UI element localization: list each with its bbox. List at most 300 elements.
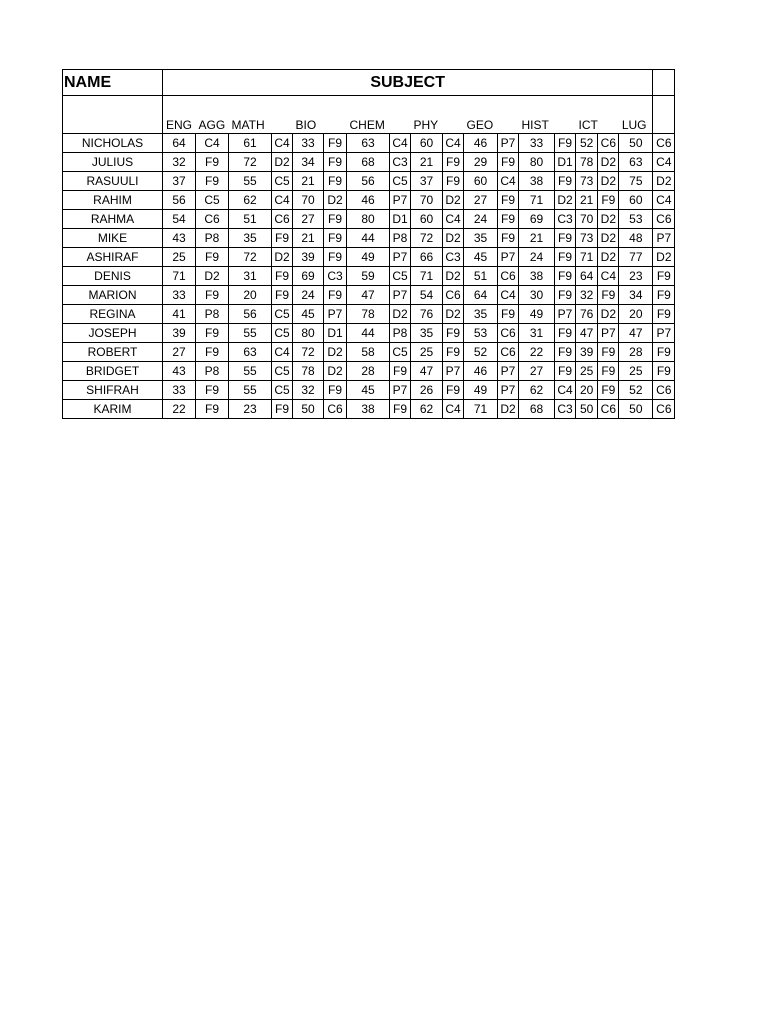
score-cell: 25 (411, 343, 443, 362)
score-cell: 24 (293, 286, 324, 305)
score-cell: 24 (464, 210, 498, 229)
score-cell: 32 (576, 286, 598, 305)
column-header-hist: HIST (519, 96, 555, 134)
score-cell: 49 (347, 248, 390, 267)
grade-cell: C5 (390, 267, 411, 286)
table-row (63, 324, 675, 343)
score-cell: 75 (619, 172, 653, 191)
table-row (63, 400, 675, 419)
score-cell: 53 (619, 210, 653, 229)
score-cell: 25 (163, 248, 196, 267)
score-cell: 46 (347, 191, 390, 210)
score-cell: 45 (347, 381, 390, 400)
grade-cell: F9 (324, 153, 347, 172)
grade-cell: F9 (390, 362, 411, 381)
score-cell: 21 (293, 229, 324, 248)
grade-cell: C6 (653, 134, 675, 153)
grade-cell: C5 (272, 381, 293, 400)
grade-cell: C4 (653, 153, 675, 172)
grade-cell: F9 (324, 229, 347, 248)
column-header-lug: LUG (619, 96, 653, 134)
score-cell: 60 (464, 172, 498, 191)
score-cell: 50 (576, 400, 598, 419)
score-cell: 51 (229, 210, 272, 229)
grade-cell: C4 (598, 267, 619, 286)
score-cell: 31 (229, 267, 272, 286)
grade-cell: D2 (324, 191, 347, 210)
grade-cell: C6 (272, 210, 293, 229)
score-cell: 35 (464, 229, 498, 248)
score-cell: 55 (229, 362, 272, 381)
score-cell: 69 (293, 267, 324, 286)
column-header-grade (272, 96, 293, 134)
grade-cell: D2 (272, 153, 293, 172)
grade-cell: C5 (272, 324, 293, 343)
grade-cell: P7 (390, 286, 411, 305)
grade-cell: F9 (555, 286, 576, 305)
student-name: RAHMA (63, 210, 163, 229)
column-header-grade (653, 96, 675, 134)
grade-cell: D2 (443, 229, 464, 248)
score-cell: 62 (229, 191, 272, 210)
score-cell: 56 (229, 305, 272, 324)
score-cell: 64 (576, 267, 598, 286)
grade-cell: P8 (196, 229, 229, 248)
grade-cell: P7 (498, 134, 519, 153)
grade-cell: P8 (390, 324, 411, 343)
score-cell: 20 (619, 305, 653, 324)
grade-cell: C4 (390, 134, 411, 153)
score-cell: 53 (464, 324, 498, 343)
grade-cell: C6 (196, 210, 229, 229)
score-cell: 80 (293, 324, 324, 343)
grade-cell: F9 (555, 362, 576, 381)
score-cell: 25 (576, 362, 598, 381)
grade-cell: F9 (653, 362, 675, 381)
grade-cell: D2 (324, 362, 347, 381)
student-name: SHIFRAH (63, 381, 163, 400)
grade-cell: C6 (498, 267, 519, 286)
score-cell: 23 (619, 267, 653, 286)
grade-cell: F9 (272, 267, 293, 286)
score-cell: 50 (619, 134, 653, 153)
table-row (63, 172, 675, 191)
score-cell: 55 (229, 324, 272, 343)
score-cell: 80 (347, 210, 390, 229)
score-cell: 56 (347, 172, 390, 191)
score-cell: 23 (229, 400, 272, 419)
score-cell: 38 (519, 267, 555, 286)
grade-cell: F9 (443, 172, 464, 191)
grade-cell: C4 (196, 134, 229, 153)
score-cell: 47 (576, 324, 598, 343)
score-cell: 21 (293, 172, 324, 191)
score-cell: 43 (163, 229, 196, 248)
score-cell: 78 (347, 305, 390, 324)
score-cell: 64 (464, 286, 498, 305)
subject-header: SUBJECT (163, 70, 653, 96)
table-row (63, 134, 675, 153)
column-header-math: MATH (229, 96, 272, 134)
score-cell: 48 (619, 229, 653, 248)
score-cell: 78 (576, 153, 598, 172)
grade-cell: C3 (555, 400, 576, 419)
score-cell: 69 (519, 210, 555, 229)
grade-cell: P8 (196, 305, 229, 324)
score-cell: 50 (619, 400, 653, 419)
name-header: NAME (63, 70, 163, 96)
results-table (62, 69, 675, 419)
grade-cell: P7 (598, 324, 619, 343)
grade-cell: F9 (196, 286, 229, 305)
grade-cell: D1 (324, 324, 347, 343)
grade-cell: C5 (272, 172, 293, 191)
grade-cell: F9 (653, 267, 675, 286)
grade-cell: F9 (555, 324, 576, 343)
grade-cell: P7 (324, 305, 347, 324)
score-cell: 58 (347, 343, 390, 362)
header-blank-cell (653, 70, 675, 96)
grade-cell: F9 (653, 343, 675, 362)
grade-cell: D2 (598, 153, 619, 172)
grade-cell: D2 (598, 172, 619, 191)
grade-cell: F9 (555, 172, 576, 191)
grade-cell: F9 (598, 343, 619, 362)
grade-cell: C5 (272, 305, 293, 324)
score-cell: 55 (229, 172, 272, 191)
score-cell: 68 (347, 153, 390, 172)
score-cell: 76 (576, 305, 598, 324)
grade-cell: F9 (555, 267, 576, 286)
grade-cell: D2 (598, 210, 619, 229)
grade-cell: F9 (555, 229, 576, 248)
table-row (63, 191, 675, 210)
grade-cell: C4 (443, 134, 464, 153)
score-cell: 33 (293, 134, 324, 153)
grade-cell: C6 (653, 210, 675, 229)
score-cell: 52 (619, 381, 653, 400)
column-header-grade (498, 96, 519, 134)
score-cell: 72 (411, 229, 443, 248)
grade-cell: C4 (653, 191, 675, 210)
grade-cell: P7 (653, 229, 675, 248)
grade-cell: D1 (390, 210, 411, 229)
score-cell: 46 (464, 362, 498, 381)
name-subheader-blank (63, 96, 163, 134)
score-cell: 52 (576, 134, 598, 153)
grade-cell: F9 (598, 191, 619, 210)
grade-cell: C4 (443, 400, 464, 419)
grade-cell: F9 (196, 343, 229, 362)
score-cell: 49 (519, 305, 555, 324)
score-cell: 68 (519, 400, 555, 419)
score-cell: 66 (411, 248, 443, 267)
score-cell: 20 (229, 286, 272, 305)
score-cell: 26 (411, 381, 443, 400)
grade-cell: F9 (196, 172, 229, 191)
score-cell: 47 (411, 362, 443, 381)
grade-cell: D2 (653, 248, 675, 267)
score-cell: 33 (163, 381, 196, 400)
score-cell: 70 (293, 191, 324, 210)
student-name: RASUULI (63, 172, 163, 191)
table-row (63, 210, 675, 229)
grade-cell: F9 (324, 210, 347, 229)
student-name: NICHOLAS (63, 134, 163, 153)
table-row (63, 305, 675, 324)
score-cell: 21 (411, 153, 443, 172)
grade-cell: C6 (598, 134, 619, 153)
score-cell: 64 (163, 134, 196, 153)
score-cell: 63 (619, 153, 653, 172)
grade-cell: C6 (598, 400, 619, 419)
column-header-chem: CHEM (347, 96, 390, 134)
grade-cell: C5 (390, 343, 411, 362)
grade-cell: C3 (443, 248, 464, 267)
grade-cell: C3 (324, 267, 347, 286)
grade-cell: C4 (272, 191, 293, 210)
grade-cell: C6 (443, 286, 464, 305)
score-cell: 77 (619, 248, 653, 267)
score-cell: 72 (229, 153, 272, 172)
grade-cell: F9 (498, 210, 519, 229)
score-cell: 55 (229, 381, 272, 400)
score-cell: 62 (519, 381, 555, 400)
score-cell: 60 (619, 191, 653, 210)
score-cell: 73 (576, 172, 598, 191)
score-cell: 54 (163, 210, 196, 229)
score-cell: 20 (576, 381, 598, 400)
score-cell: 37 (411, 172, 443, 191)
score-cell: 30 (519, 286, 555, 305)
student-name: ASHIRAF (63, 248, 163, 267)
table-row (63, 229, 675, 248)
score-cell: 71 (411, 267, 443, 286)
grade-cell: F9 (498, 153, 519, 172)
grade-cell: D2 (598, 229, 619, 248)
score-cell: 43 (163, 362, 196, 381)
score-cell: 39 (293, 248, 324, 267)
score-cell: 44 (347, 324, 390, 343)
table-row (63, 153, 675, 172)
grade-cell: F9 (324, 381, 347, 400)
score-cell: 28 (347, 362, 390, 381)
score-cell: 21 (519, 229, 555, 248)
grade-cell: P7 (443, 362, 464, 381)
score-cell: 52 (464, 343, 498, 362)
score-cell: 60 (411, 210, 443, 229)
score-cell: 47 (619, 324, 653, 343)
grade-cell: C3 (555, 210, 576, 229)
grade-cell: F9 (196, 400, 229, 419)
grade-cell: D1 (555, 153, 576, 172)
student-name: JOSEPH (63, 324, 163, 343)
score-cell: 47 (347, 286, 390, 305)
grade-cell: F9 (443, 343, 464, 362)
student-name: KARIM (63, 400, 163, 419)
grade-cell: D2 (324, 343, 347, 362)
grade-cell: D2 (272, 248, 293, 267)
grade-cell: C4 (498, 286, 519, 305)
grade-cell: D2 (598, 305, 619, 324)
grade-cell: C4 (443, 210, 464, 229)
student-name: MIKE (63, 229, 163, 248)
student-name: DENIS (63, 267, 163, 286)
grade-cell: F9 (272, 400, 293, 419)
grade-cell: F9 (555, 343, 576, 362)
table-row (63, 381, 675, 400)
grade-cell: D2 (443, 191, 464, 210)
grade-cell: P7 (653, 324, 675, 343)
grade-cell: F9 (324, 286, 347, 305)
grade-cell: C4 (272, 343, 293, 362)
student-name: JULIUS (63, 153, 163, 172)
score-cell: 35 (464, 305, 498, 324)
column-header-agg: AGG (196, 96, 229, 134)
score-cell: 71 (163, 267, 196, 286)
score-cell: 62 (411, 400, 443, 419)
student-name: BRIDGET (63, 362, 163, 381)
grade-cell: D2 (443, 305, 464, 324)
grade-cell: P7 (390, 381, 411, 400)
grade-cell: D2 (443, 267, 464, 286)
grade-cell: F9 (598, 381, 619, 400)
score-cell: 71 (576, 248, 598, 267)
score-cell: 34 (293, 153, 324, 172)
score-cell: 39 (576, 343, 598, 362)
column-header-ict: ICT (576, 96, 598, 134)
column-header-geo: GEO (464, 96, 498, 134)
grade-cell: P7 (498, 381, 519, 400)
score-cell: 72 (293, 343, 324, 362)
score-cell: 28 (619, 343, 653, 362)
grade-cell: F9 (498, 305, 519, 324)
score-cell: 54 (411, 286, 443, 305)
score-cell: 49 (464, 381, 498, 400)
score-cell: 56 (163, 191, 196, 210)
score-cell: 27 (464, 191, 498, 210)
student-name: REGINA (63, 305, 163, 324)
grade-cell: F9 (324, 134, 347, 153)
grade-cell: C6 (498, 343, 519, 362)
grade-cell: P7 (555, 305, 576, 324)
score-cell: 63 (229, 343, 272, 362)
grade-cell: C5 (272, 362, 293, 381)
score-cell: 50 (293, 400, 324, 419)
column-header-grade (555, 96, 576, 134)
grade-cell: C6 (324, 400, 347, 419)
score-cell: 34 (619, 286, 653, 305)
grade-cell: F9 (196, 153, 229, 172)
grade-cell: F9 (498, 229, 519, 248)
grade-cell: F9 (443, 381, 464, 400)
score-cell: 33 (163, 286, 196, 305)
score-cell: 31 (519, 324, 555, 343)
column-header-grade (443, 96, 464, 134)
grade-cell: F9 (555, 134, 576, 153)
score-cell: 29 (464, 153, 498, 172)
score-cell: 38 (519, 172, 555, 191)
score-cell: 70 (576, 210, 598, 229)
grade-cell: C3 (390, 153, 411, 172)
score-cell: 63 (347, 134, 390, 153)
grade-cell: C6 (498, 324, 519, 343)
grade-cell: F9 (196, 248, 229, 267)
grade-cell: F9 (324, 172, 347, 191)
table-row (63, 286, 675, 305)
table-row (63, 267, 675, 286)
score-cell: 33 (519, 134, 555, 153)
score-cell: 27 (293, 210, 324, 229)
grade-cell: F9 (443, 153, 464, 172)
score-cell: 22 (163, 400, 196, 419)
score-cell: 37 (163, 172, 196, 191)
column-header-grade (324, 96, 347, 134)
grade-cell: C4 (498, 172, 519, 191)
grade-cell: F9 (555, 248, 576, 267)
score-cell: 61 (229, 134, 272, 153)
column-header-grade (598, 96, 619, 134)
student-name: MARION (63, 286, 163, 305)
grade-cell: D2 (555, 191, 576, 210)
score-cell: 59 (347, 267, 390, 286)
grade-cell: F9 (272, 286, 293, 305)
score-cell: 22 (519, 343, 555, 362)
score-cell: 32 (163, 153, 196, 172)
score-cell: 27 (163, 343, 196, 362)
score-cell: 35 (229, 229, 272, 248)
table-row (63, 343, 675, 362)
score-cell: 71 (519, 191, 555, 210)
grade-cell: F9 (653, 286, 675, 305)
grade-cell: F9 (598, 286, 619, 305)
grade-cell: P7 (390, 248, 411, 267)
score-cell: 80 (519, 153, 555, 172)
score-cell: 25 (619, 362, 653, 381)
student-name: ROBERT (63, 343, 163, 362)
column-header-grade (390, 96, 411, 134)
score-cell: 76 (411, 305, 443, 324)
grade-cell: D2 (598, 248, 619, 267)
grade-cell: F9 (196, 324, 229, 343)
grade-cell: F9 (498, 191, 519, 210)
grade-cell: C4 (272, 134, 293, 153)
score-cell: 32 (293, 381, 324, 400)
grade-cell: C5 (390, 172, 411, 191)
score-cell: 27 (519, 362, 555, 381)
grade-cell: P7 (498, 362, 519, 381)
grade-cell: F9 (324, 248, 347, 267)
score-cell: 72 (229, 248, 272, 267)
grade-cell: F9 (598, 362, 619, 381)
grade-cell: D2 (653, 172, 675, 191)
score-cell: 21 (576, 191, 598, 210)
table-row (63, 248, 675, 267)
score-cell: 44 (347, 229, 390, 248)
column-header-phy: PHY (411, 96, 443, 134)
score-cell: 39 (163, 324, 196, 343)
table-row (63, 362, 675, 381)
student-name: RAHIM (63, 191, 163, 210)
grade-cell: C6 (653, 400, 675, 419)
score-cell: 45 (464, 248, 498, 267)
grade-cell: P8 (390, 229, 411, 248)
column-header-eng: ENG (163, 96, 196, 134)
score-cell: 45 (293, 305, 324, 324)
score-cell: 60 (411, 134, 443, 153)
grade-cell: P7 (390, 191, 411, 210)
grade-cell: P7 (498, 248, 519, 267)
